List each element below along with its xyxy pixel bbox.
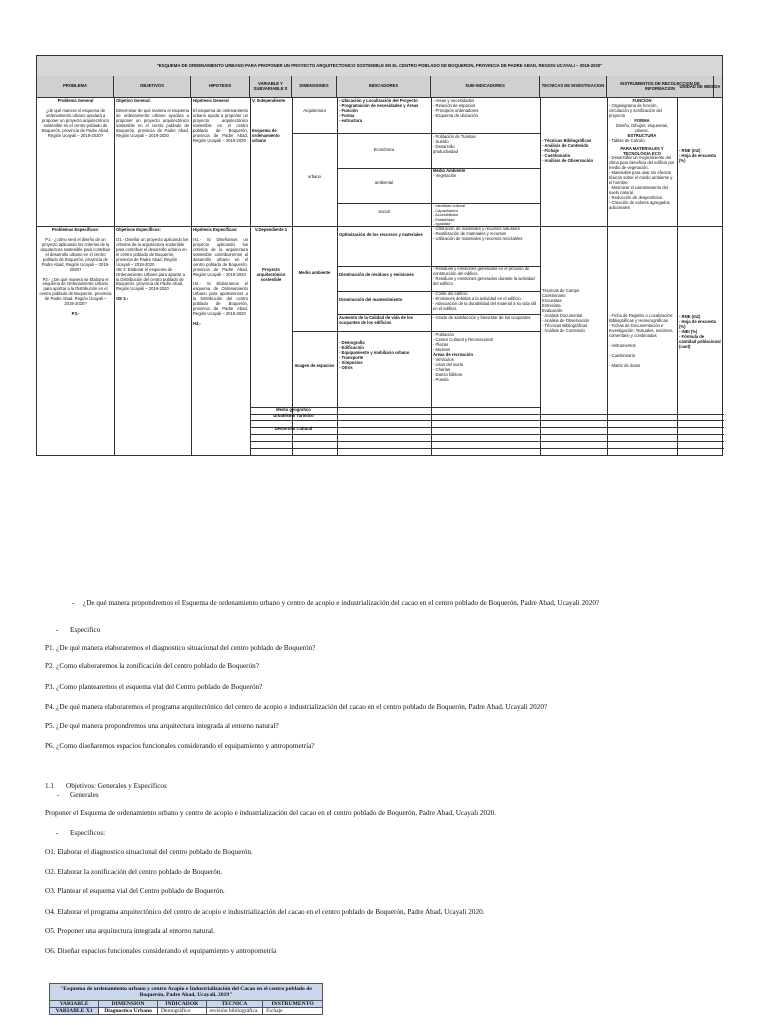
question-p1: P1. ¿De qué manera elaboraremos el diagnostico situacional del centro poblado de Boquerón? <box>45 644 316 652</box>
col-indicador: INDICADOR <box>157 1001 206 1008</box>
instrument-table-title: "Esquema de ordenamiento urbano y centro Acopio e Industrialización del Cacao en el centro poblado de Boquerón, Padre Abad, Ucayali, 2019" <box>50 984 323 1001</box>
header-variable: VARIABLE Y SUBVARIABLE S <box>250 76 292 98</box>
objective-o1: O1. Elaborar el diagnostico situacional del centro poblado de Boquerón. <box>45 848 253 856</box>
ind-mantenimiento: Disminución del mantenimiento <box>339 297 403 302</box>
sub-social: - Identidad cultural - Capacitación - Accesibilidad - Estabilidad - Igualdad <box>433 203 466 227</box>
sub-imagen <box>431 332 540 407</box>
dim-arquitectura: Arquitectura <box>303 108 326 113</box>
header-dimensiones: DIMENSIONES <box>292 76 337 98</box>
ind-social: Social <box>378 209 390 214</box>
bullet-dash: - <box>72 599 75 607</box>
ind-imagen: - Demografía - Edificación - Equipamiento y mobiliario urbano - Transporte - Simposíos - Otros <box>339 340 410 370</box>
objetivo-general <box>114 98 191 226</box>
problema-general-title: Problema General <box>57 98 94 103</box>
sub-arquitectura: - Areas y necesidades - Relación de espacios - Principios ordenadores - Esquema de ubicación <box>433 98 479 118</box>
header-unidad-label: UNIDAD DE MEDIDA <box>679 83 721 89</box>
objective-general: Proponer el Esquema de ordenamiento urbano y centro de acopio e industrialización del cacao en el centro poblado de Boquerón, Padre Abad, Ucayali 2020. <box>45 809 497 817</box>
question-p3: P3. ¿Como plantearemos el esquema vial del Centro poblado de Boquerón? <box>45 683 263 691</box>
objective-o4: O4. Elaborar el programa arquitectónico del centro de acopio e industrialización del cacao en el centro poblado de Boquerón, Padre Abad, Ucayali 2020. <box>45 908 485 916</box>
sub-ambiental <box>431 168 540 203</box>
bullet-dash: - <box>56 829 59 837</box>
sub-mantenimiento: - Coste del edificio - Emisiones debidas a la actividad en el edificio. - Adecuación de la durabilidad del material a su vida útil en el edificio. <box>433 291 537 311</box>
objetivo-o2: OE 2: Elaborar el esquema de Ordenamiento Urbano para aportar a la Distribución del centro poblado de Boquerón, provincia de Padre Abad, Región Ucayali – 2019-2020 <box>116 266 185 292</box>
sub-optimizacion: - Utilización de materiales y recursos naturales - Reutilización de materiales y recursos - Utilización de materiales y recursos reciclables <box>433 226 523 241</box>
unidad-top: - RNE (m2) - Hoja de encuesta (%) <box>679 148 717 163</box>
instr-funcion-title: FUNCION <box>632 98 652 103</box>
bullet-dash: - <box>56 626 59 634</box>
section-title: Objetivos: Generales y Específicos <box>66 782 167 790</box>
generales-label: Generales <box>70 791 99 799</box>
question-general: ¿De qué manera propondremos el Esquema de ordenamiento urbano y centro de acopio e industrialización del cacao en el centro poblado de Boquerón, Padre Abad, Ucayali 2020? <box>83 599 600 607</box>
objective-o5: O5. Proponer una arquitectura integrada al entorno natural. <box>45 927 215 935</box>
proyecto-label: Proyecto arquitectónico sostenible <box>256 266 286 282</box>
extra-row-urbanismo: Urbanismo Turístico <box>273 413 314 418</box>
cell-indicador: Demográfico <box>157 1008 206 1015</box>
hipotesis-h1: H1.- Si Diseñamos un proyecto aplicando los criterios de la arquitectura sostenible contribuiremos al desarrollo urbano en el centro poblado de Boquerón, provincia de Padre Abad, Región Ucayali – 2019-2020 <box>193 236 248 277</box>
extra-row-desarrollo: Desarrollo Cultural <box>274 426 313 431</box>
instr-estructura: - Tablas de Calculo. <box>609 137 646 143</box>
col-tecnica: TECNICA <box>206 1001 263 1008</box>
col-variable: VARIABLE <box>50 1001 99 1008</box>
variable-independiente <box>250 98 292 226</box>
question-p5: P5. ¿De qué manera propondremos una arquitectura integrada al entorno natural? <box>45 722 279 730</box>
col-instrumento: INSTRUMENTO <box>263 1001 323 1008</box>
dim-imagen: Imagen de espacios <box>294 363 335 368</box>
sub-disminucion-residuos: - Residuos y emisiones generados en el proceso de construcción del edificio. - Residuos y emisiones generados durante la actividad del edificio <box>433 266 535 286</box>
header-hipotesis: HIPOTESIS <box>191 76 250 98</box>
instrumentos-top <box>607 98 677 226</box>
problemas-especificos <box>37 227 114 407</box>
instr-forma-title: FORMA <box>634 117 650 123</box>
problema-general-text: ¿de qué manera el esquema de ordenamiento urbano ayudará a proponer un proyecto arquitectónico sostenible en el centro poblado de Boquerón, provincia de Padre Abad, Región Ucayali – 2019-2020? <box>41 107 110 138</box>
sub-calidad-vida: - Grado de satisfacción y bienestar de los ocupantes <box>433 315 531 320</box>
cell-dimension: Diagnostico Urbano <box>99 1008 158 1015</box>
cell-variable: VARIABLE X1 <box>50 1008 99 1015</box>
hipotesis-general-text: El esquema de ordenamiento urbano ayuda a proponer un proyecto arquitectónico sostenible en el centro poblado de Boquerón, provincia de Padre Abad, Región Ucayali – 2019-2020 <box>193 107 248 143</box>
sub-economica: - Población de Turistas - Sueldo - Desarrollo productividad <box>433 134 476 154</box>
objective-o6: O6. Diseñar espacios funcionales considerando el equipamiento y antropometría <box>45 947 277 955</box>
col-dimension: DIMENSION <box>99 1001 158 1008</box>
sub-imagen-list-2: - Vehículos - Usos del suelo - Charlas - Danza folklore - Poesía <box>433 356 464 382</box>
dim-urbano: urbano <box>307 174 322 179</box>
consistency-matrix <box>36 55 723 456</box>
cell-tecnica: revisión bibliográfica <box>206 1008 263 1015</box>
ind-optimizacion: Optimización de los recursos y materiales <box>339 232 423 237</box>
header-tecnicas: TECNICAS DE INVESTIGACION <box>540 76 607 98</box>
table-row <box>50 1008 323 1015</box>
hipotesis-especificas <box>191 227 250 407</box>
question-p6: P6. ¿Como diseñaremos espacios funcionales considerando el equipamiento y antropometría? <box>45 742 315 750</box>
variable-independiente-label: V. Independiente <box>252 98 286 103</box>
cell-instrumento: Fichaje <box>263 1008 323 1015</box>
objective-o2: O2. Elaborar la zonificación del centro poblado de Boquerón. <box>45 868 223 876</box>
ind-disminucion-residuos: Disminución de residuos y emisiones <box>339 272 414 277</box>
problema-p3: P3.- <box>71 311 80 317</box>
section-number: 1.1 <box>45 782 54 790</box>
objetivo-general-title: Objetivo General: <box>116 98 151 103</box>
header-indicadores: INDICADORES <box>337 76 431 98</box>
variable-dependiente <box>250 227 292 407</box>
instr-materiales-title: PARA MATERIALES Y TECNOLOGIA ECO <box>620 145 664 156</box>
instrument-table <box>49 983 323 1015</box>
tecnicas-bottom: Técnicas de Campo Cuestionario Encuestas Entrevista Evaluación - Análisis Documental - Análisis de Observación - Técnicas Bibliográficas - Análisis de Contenido <box>542 288 590 333</box>
ind-calidad-vida: Aumento de la Calidad de vida de los ocupantes de los edificios <box>339 315 413 325</box>
especifico-label: Especifico <box>70 626 101 634</box>
hipotesis-h3: H3.- <box>193 321 201 327</box>
instr-estructura-title: ESTRUCTURA <box>627 132 657 138</box>
esquema-label: Esquema de ordenamiento urbano <box>252 127 280 143</box>
objetivo-o3: OE 3.- <box>116 296 129 302</box>
instr-funcion: - Organigrama de función, circulación y zonificación del proyecto <box>609 102 662 118</box>
ind-economica: Económica <box>373 147 395 152</box>
instr-forma: Diseño, Dibujos, esquemas, planos. <box>615 122 669 133</box>
objetivos-especificos <box>114 227 191 407</box>
question-p2: P2. ¿Como elaboraremos la zonificación del centro poblado de Boquerón? <box>45 662 259 670</box>
problemas-especificos-title: Problemas Específicos: <box>51 227 100 232</box>
problema-p2: P2.- ¿De qué manera se Elabora el esquema de Ordenamiento Urbano para aportar a la Distribución en el centro poblado de Boquerón, provincia de Padre Abad, Región Ucayali – 2019-2020? <box>39 276 112 307</box>
objetivo-general-text: Determinar de qué manera el esquema de ordenamiento urbano ayudara a proponer un proyecto arquitectónico sostenible en el centro poblado de Boquerón, provincia de Padre Abad, Región Ucayali – 2019-2020 <box>116 107 189 138</box>
objetivos-especificos-title: Objetivos Específicos: <box>116 227 161 232</box>
extra-row-dash: - <box>339 407 341 412</box>
sub-imagen-list-1: - Población - Centro Cultural y Recreacional - Plazas - Museos <box>433 332 493 352</box>
instr-materiales: - Desarrollar un mejoramiento del clima para beneficio del edificio por medio de vegetación. - Materiales para usar sin efectos tóxicos sobre el medio ambiente y el hombre. - Minimizar el calentamiento del suelo natural. - Reducción de desperdicios. - Creación de valores agregados adicionales <box>609 155 675 211</box>
hipotesis-general-title: Hipótesis General <box>193 98 229 103</box>
variable-dependiente-label: V.Dependiente 1 <box>254 227 288 232</box>
hipotesis-general <box>191 98 250 226</box>
hipotesis-especificas-title: Hipótesis Específicas: <box>193 227 238 232</box>
dim-medio-ambiente: Medio ambiente <box>298 270 331 275</box>
question-p4: P4. ¿De qué manera elaboraremos el programa arquitectónico del centro de acopio e industrialización del cacao en el centro poblado de Boquerón, Padre Abad, Ucayali 2020? <box>45 703 548 711</box>
bullet-dash: - <box>57 791 60 799</box>
header-problema: PROBLEMA <box>37 76 114 98</box>
unidad-bottom: - RNE (m2) - Hoja de encuesta (%) - INEI (%) - Fórmula de cantidad poblacional (cant) <box>679 314 721 349</box>
extra-row-medio-geografico: Medio geográfico <box>276 407 311 412</box>
ind-arquitectura: - Ubicación y Localización del Proyecto - Programación de necesidades y Áreas - Función - Forma - estructura <box>339 98 419 123</box>
tecnicas-top: - Técnicas Bibliográficas - Análisis de Contenido - Fichaje - Cuestionario - Análisis de Observación <box>542 138 594 163</box>
hipotesis-h2: H2.- Si Elaboramos el esquema de Ordenamiento Urbano para aportaremos a la Distribución del centro poblado de Boquerón, provincia de Padre Abad, Región Ucayali – 2019-2020 <box>193 281 248 317</box>
problema-p1: P1.- ¿cómo será el diseño de un proyecto aplicando los criterios de la arquitectura sostenible para contribuir el desarrollo urbano en el centro poblado de Boquerón, provincia de Padre Abad, Región Ucayali – 2019-2020? <box>40 236 111 272</box>
objetivo-o1: O1.- Diseñar un proyecto aplicando los criterios de la arquitectura sostenible para contribuir el desarrollo urbano en el centro poblado de Boquerón, provincia de Padre Abad, Región Ucayali – 2019-2020 <box>116 236 189 267</box>
header-objetivos: OBJETIVOS <box>114 76 191 98</box>
header-instrumentos: INSTRUMENTOS DE RECOLECCION DE INFORMACION <box>607 76 714 98</box>
sub-ambiental-text: - Vegetación <box>433 172 457 178</box>
ind-ambiental: ambiental <box>374 180 394 185</box>
problema-general <box>37 98 114 226</box>
especificos-label: Específicos: <box>70 829 106 837</box>
sub-ambiental-title: Medio Ambiente <box>433 168 466 173</box>
objective-o3: O3. Plantear el esquema vial del Centro poblado de Boquerón. <box>45 887 225 895</box>
instrumentos-bottom: - Ficha de Registro o Localización: Bibliográficas y Hemerográficas. - Fichas de Documentación e Investigación: Textuales, resúmen, comentario y combinadas - Instrumentos - Cuestionario - Matriz de datos <box>609 313 674 368</box>
matrix-title: "ESQUEMA DE ORDENAMIENTO URBANO PARA PROPONER UN PROYECTO ARQUITECTONICO SOSTENIBLE EN EL CENTRO POBLADO DE BOQUERON, PROVINCIA DE PADRE ABAD, REGION UCAYALI – 2019-2020" <box>37 56 722 77</box>
sub-imagen-title: Áreas de recreación <box>433 351 474 357</box>
header-subindicadores: SUB-INDICADORES <box>431 76 540 98</box>
